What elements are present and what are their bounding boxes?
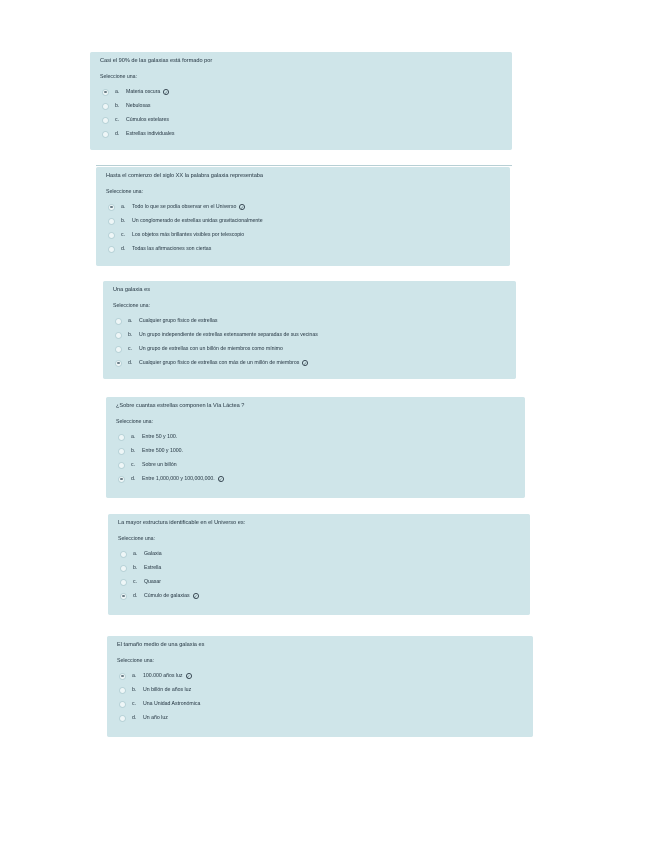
radio-button[interactable] (118, 448, 125, 455)
question-text: Hasta el comienzo del siglo XX la palabra galaxia representaba (106, 173, 264, 179)
radio-button[interactable] (118, 434, 125, 441)
answer-option-a[interactable] (117, 669, 523, 683)
check-circle-icon: ✓ (186, 674, 191, 679)
radio-button[interactable] (108, 246, 115, 253)
radio-button[interactable] (119, 673, 126, 680)
answer-text: Una Unidad Astronómica (143, 701, 201, 707)
answer-text: Cualquier grupo físico de estrellas (139, 318, 218, 324)
answer-letter: c. (115, 117, 120, 123)
question-card-2 (96, 167, 510, 266)
answer-option-d[interactable] (117, 711, 523, 725)
radio-button[interactable] (108, 204, 115, 211)
radio-button[interactable] (102, 117, 109, 124)
radio-button[interactable] (119, 687, 126, 694)
check-circle-icon: ✓ (303, 361, 308, 366)
answer-letter: c. (128, 346, 133, 352)
answer-option-a[interactable] (113, 314, 506, 328)
answer-list (106, 200, 500, 256)
answer-option-d[interactable] (100, 127, 502, 141)
answer-list (100, 85, 502, 141)
answer-option-d[interactable] (106, 242, 500, 256)
answer-option-a[interactable] (100, 85, 502, 99)
select-prompt: Seleccione una: (106, 189, 143, 195)
answer-letter: c. (121, 232, 126, 238)
answer-letter: c. (132, 701, 137, 707)
answer-text: 100.000 años luz (143, 673, 183, 679)
check-circle-icon: ✓ (164, 90, 169, 95)
radio-button[interactable] (108, 218, 115, 225)
answer-letter: b. (131, 448, 136, 454)
question-card-4 (106, 397, 525, 498)
answer-letter: b. (133, 565, 138, 571)
question-card-1 (90, 52, 512, 150)
question-card-5 (108, 514, 530, 615)
answer-text: Los objetos más brillantes visibles por telescopio (132, 232, 245, 238)
radio-button[interactable] (102, 131, 109, 138)
answer-text: Cúmulo de galaxias (144, 593, 190, 599)
check-circle-icon: ✓ (193, 594, 198, 599)
radio-button[interactable] (115, 346, 122, 353)
answer-option-c[interactable] (100, 113, 502, 127)
select-prompt: Seleccione una: (116, 419, 153, 425)
radio-button[interactable] (115, 360, 122, 367)
answer-letter: d. (131, 476, 136, 482)
answer-letter: c. (133, 579, 138, 585)
answer-option-b[interactable] (118, 561, 520, 575)
radio-button[interactable] (120, 565, 127, 572)
answer-option-a[interactable] (106, 200, 500, 214)
check-circle-icon: ✓ (218, 477, 223, 482)
answer-list (113, 314, 506, 370)
divider (96, 165, 512, 166)
answer-letter: a. (115, 89, 120, 95)
answer-option-b[interactable] (116, 444, 515, 458)
answer-letter: a. (128, 318, 133, 324)
answer-option-b[interactable] (100, 99, 502, 113)
question-card-3 (103, 281, 516, 379)
answer-text: Un grupo independiente de estrellas extensamente separadas de sus vecinas (139, 332, 318, 338)
answer-text: Un billón de años luz (143, 687, 192, 693)
answer-option-d[interactable] (118, 589, 520, 603)
answer-letter: d. (121, 246, 126, 252)
question-text: El tamaño medio de una galaxia es (117, 642, 205, 648)
answer-option-c[interactable] (117, 697, 523, 711)
answer-letter: a. (132, 673, 137, 679)
answer-letter: c. (131, 462, 136, 468)
answer-text: Quasar (144, 579, 162, 585)
radio-button[interactable] (118, 462, 125, 469)
radio-button[interactable] (120, 579, 127, 586)
answer-option-c[interactable] (116, 458, 515, 472)
question-card-6 (107, 636, 533, 737)
radio-button[interactable] (119, 715, 126, 722)
answer-option-b[interactable] (113, 328, 506, 342)
answer-option-b[interactable] (106, 214, 500, 228)
answer-option-c[interactable] (113, 342, 506, 356)
answer-text: Un conglomerado de estrellas unidas gravitacionalmente (132, 218, 263, 224)
answer-text: Estrellas individuales (126, 131, 175, 137)
answer-text: Un grupo de estrellas con un billón de miembros como mínimo (139, 346, 283, 352)
answer-list (118, 547, 520, 603)
radio-button[interactable] (120, 551, 127, 558)
answer-option-d[interactable] (116, 472, 515, 486)
answer-text: Cúmulos estelares (126, 117, 169, 123)
answer-letter: a. (131, 434, 136, 440)
answer-text: Cualquier grupo físico de estrellas con más de un millón de miembros (139, 360, 300, 366)
question-text: La mayor estructura identificable en el Universo es: (118, 520, 246, 526)
answer-letter: d. (133, 593, 138, 599)
answer-letter: b. (121, 218, 126, 224)
answer-text: Todas las afirmaciones son ciertas (132, 246, 212, 252)
answer-text: Nebulosas (126, 103, 151, 109)
answer-letter: b. (115, 103, 120, 109)
answer-text: Un año luz (143, 715, 168, 721)
select-prompt: Seleccione una: (113, 303, 150, 309)
answer-option-b[interactable] (117, 683, 523, 697)
answer-letter: d. (115, 131, 120, 137)
answer-letter: b. (128, 332, 133, 338)
radio-button[interactable] (102, 103, 109, 110)
question-text: Una galaxia es (113, 287, 151, 293)
answer-option-a[interactable] (116, 430, 515, 444)
answer-list (117, 669, 523, 725)
radio-button[interactable] (120, 593, 127, 600)
radio-button[interactable] (118, 476, 125, 483)
answer-text: Entre 50 y 100. (142, 434, 178, 440)
select-prompt: Seleccione una: (117, 658, 154, 664)
answer-letter: b. (132, 687, 137, 693)
question-text: ¿Sobre cuantas estrellas componen la Vía Láctea ? (116, 403, 245, 409)
answer-letter: a. (133, 551, 138, 557)
answer-letter: d. (128, 360, 133, 366)
answer-option-d[interactable] (113, 356, 506, 370)
radio-button[interactable] (115, 332, 122, 339)
answer-text: Entre 500 y 1000. (142, 448, 183, 454)
radio-button[interactable] (108, 232, 115, 239)
select-prompt: Seleccione una: (118, 536, 155, 542)
answer-text: Todo lo que se podía observar en el Universo (132, 204, 237, 210)
answer-list (116, 430, 515, 486)
answer-text: Materia oscura (126, 89, 161, 95)
check-circle-icon: ✓ (240, 205, 245, 210)
question-text: Casi el 90% de las galaxias está formado por (100, 58, 213, 64)
answer-text: Entre 1,000,000 y 100,000,000. (142, 476, 215, 482)
answer-option-c[interactable] (106, 228, 500, 242)
answer-letter: a. (121, 204, 126, 210)
radio-button[interactable] (115, 318, 122, 325)
answer-text: Galaxia (144, 551, 162, 557)
answer-letter: d. (132, 715, 137, 721)
answer-text: Sobre un billón (142, 462, 177, 468)
radio-button[interactable] (119, 701, 126, 708)
answer-option-c[interactable] (118, 575, 520, 589)
answer-option-a[interactable] (118, 547, 520, 561)
radio-button[interactable] (102, 89, 109, 96)
answer-text: Estrella (144, 565, 162, 571)
select-prompt: Seleccione una: (100, 74, 137, 80)
